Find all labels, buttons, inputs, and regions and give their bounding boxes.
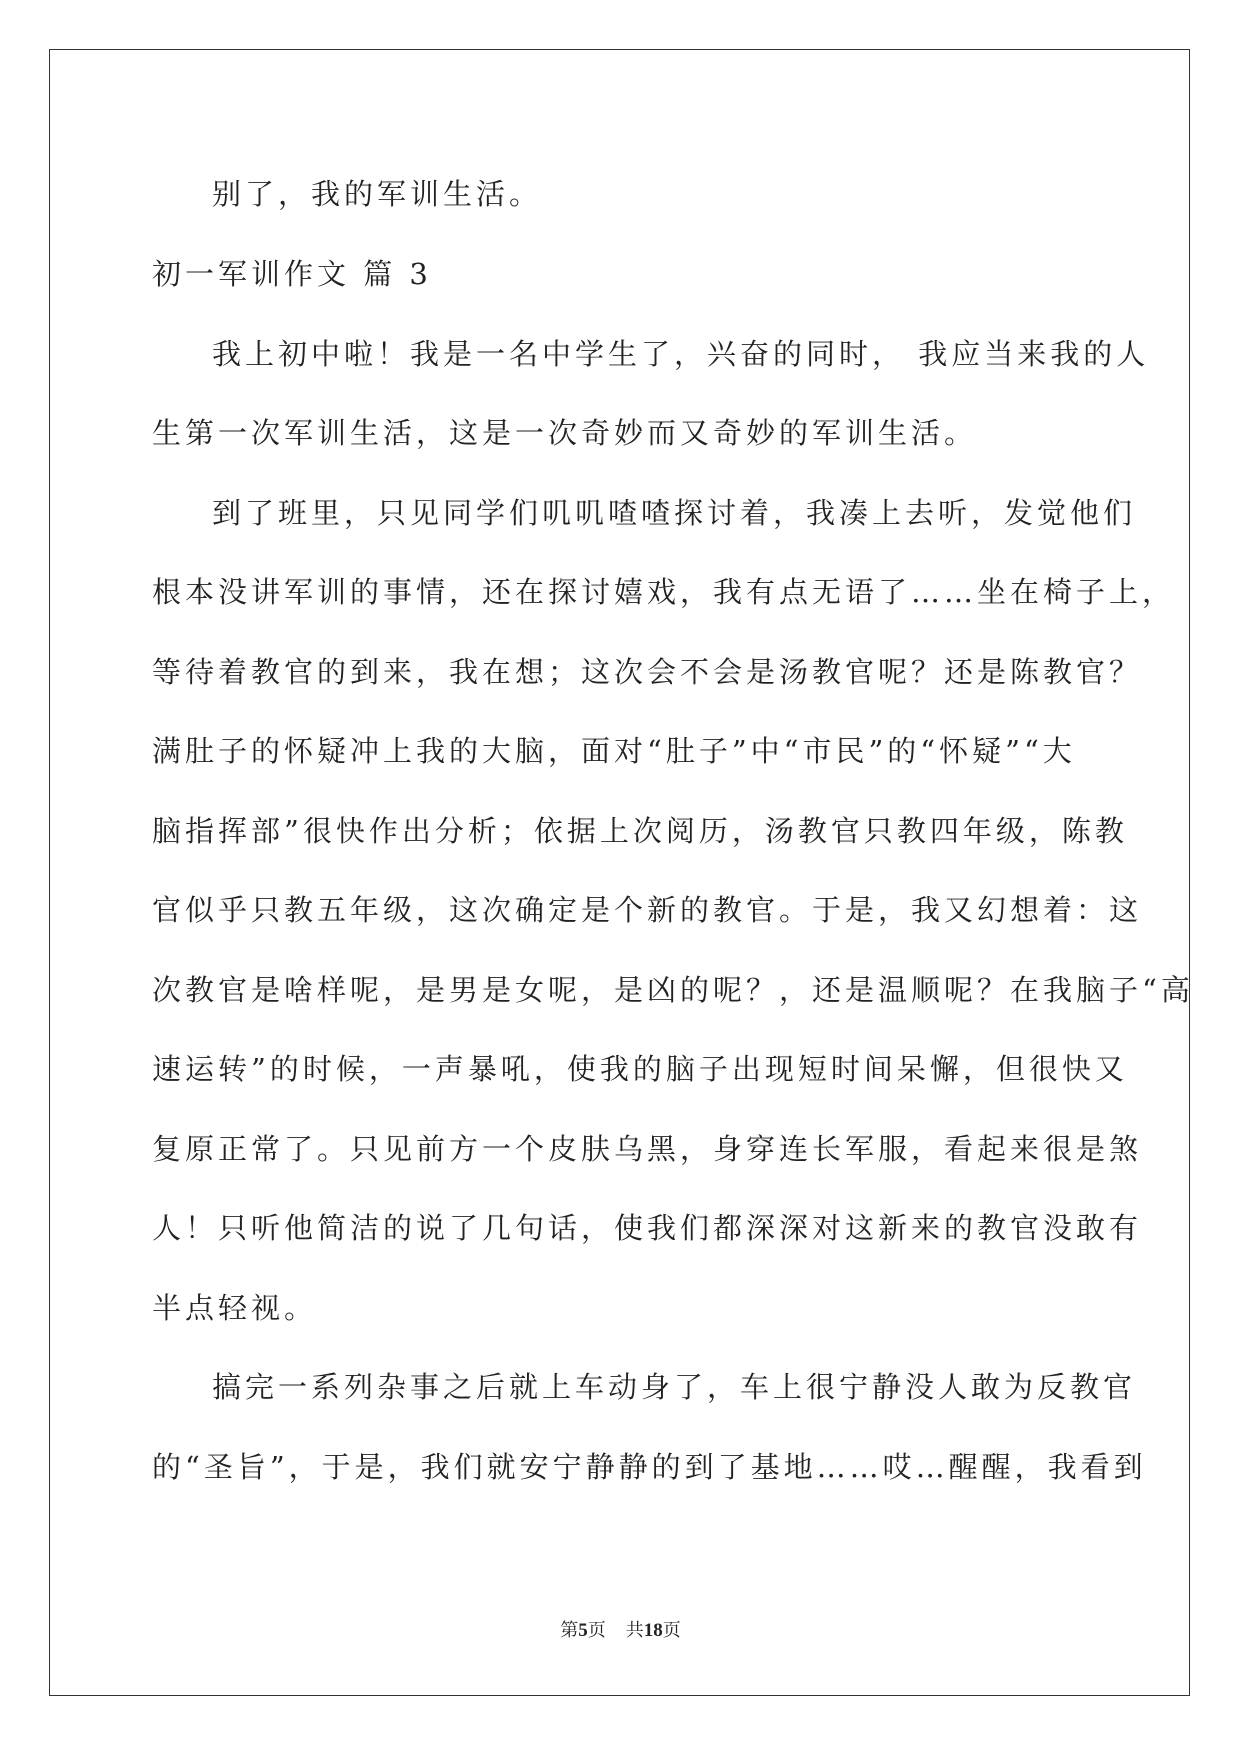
paragraph-line: 人！只听他简洁的说了几句话，使我们都深深对这新来的教官没敢有 bbox=[152, 1211, 1143, 1245]
paragraph-line: 脑指挥部”很快作出分析；依据上次阅历，汤教官只教四年级，陈教 bbox=[152, 814, 1128, 848]
paragraph-line: 根本没讲军训的事情，还在探讨嬉戏，我有点无语了……坐在椅子上， bbox=[152, 575, 1176, 609]
page-number: 5 bbox=[578, 1620, 588, 1641]
paragraph-line: 我上初中啦！我是一名中学生了，兴奋的同时， 我应当来我的人 bbox=[212, 337, 1150, 371]
paragraph-line: 半点轻视。 bbox=[152, 1291, 318, 1325]
paragraph-line: 速运转”的时候，一声暴吼，使我的脑子出现短时间呆懈，但很快又 bbox=[152, 1052, 1128, 1086]
total-suffix: 页 bbox=[662, 1620, 681, 1641]
paragraph-closing-line: 别了，我的军训生活。 bbox=[212, 177, 543, 211]
paragraph-line: 官似乎只教五年级，这次确定是个新的教官。于是，我又幻想着：这 bbox=[152, 893, 1143, 927]
paragraph-line: 到了班里，只见同学们叽叽喳喳探讨着，我凑上去听，发觉他们 bbox=[212, 496, 1137, 530]
paragraph-line: 生第一次军训生活，这是一次奇妙而又奇妙的军训生活。 bbox=[152, 416, 978, 450]
total-pages: 18 bbox=[643, 1620, 663, 1641]
paragraph-line: 搞完一系列杂事之后就上车动身了，车上很宁静没人敢为反教官 bbox=[212, 1370, 1137, 1404]
paragraph-line: 复原正常了。只见前方一个皮肤乌黑，身穿连长军服，看起来很是煞 bbox=[152, 1132, 1143, 1166]
section-heading: 初一军训作文 篇 3 bbox=[152, 257, 432, 291]
page-prefix: 第 bbox=[560, 1620, 579, 1641]
paragraph-line: 次教官是啥样呢，是男是女呢，是凶的呢？，还是温顺呢？在我脑子“高 bbox=[152, 973, 1194, 1007]
page-footer bbox=[0, 1619, 1241, 1643]
total-prefix: 共 bbox=[625, 1620, 644, 1641]
paragraph-line: 的“圣旨”，于是，我们就安宁静静的到了基地……哎…醒醒，我看到 bbox=[152, 1450, 1147, 1484]
paragraph-line: 满肚子的怀疑冲上我的大脑，面对“肚子”中“市民”的“怀疑”“大 bbox=[152, 734, 1076, 768]
page-suffix: 页 bbox=[587, 1620, 606, 1641]
paragraph-line: 等待着教官的到来，我在想；这次会不会是汤教官呢？还是陈教官？ bbox=[152, 655, 1143, 689]
